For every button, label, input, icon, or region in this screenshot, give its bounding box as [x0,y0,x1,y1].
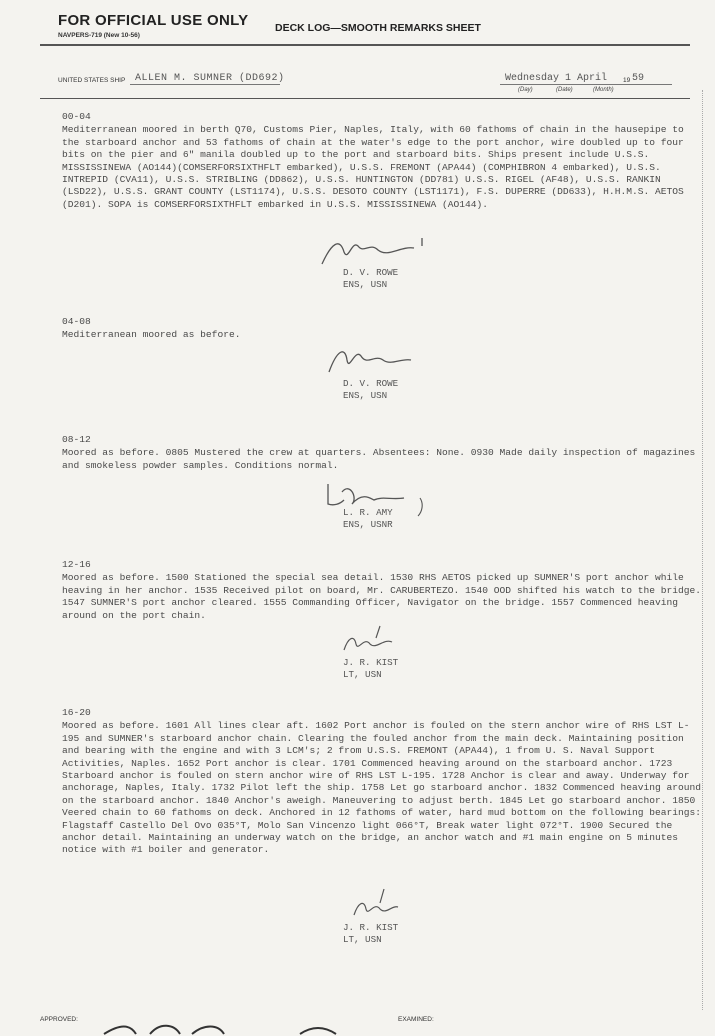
approval-signature [100,1022,360,1036]
year-prefix: 19 [623,77,631,84]
ship-name: ALLEN M. SUMNER (DD692) [135,73,285,84]
watch-remarks: Moored as before. 1500 Stationed the special sea detail. 1530 RHS AETOS picked up SUMNER'S port anchor while heaving in her anchor. 1535 Received pilot on board, Mr. CARUBERTEZO. 1540 OOD shifted his watch to the bridge. 1547 SUMNER'S port anchor cleared. 1555 Commanding Officer, Navigator on the bridge. 1557 Commenced heaving around on the port chain. [62,572,707,621]
day-label: (Day) [518,87,533,93]
log-year: 59 [632,73,645,84]
date-underline [500,84,672,85]
signature-scrawl [338,622,408,656]
approved-label: APPROVED: [40,1016,78,1023]
watch-remarks: Mediterranean moored as before. [62,329,241,341]
watch-time: 12-16 [62,559,91,570]
watch-remarks: Moored as before. 1601 All lines clear aft. 1602 Port anchor is fouled on the stern anchor wire of RHS LST L-195 and SUMNER's starboard anchor chain. Clearing the fouled anchor from the main deck. Maintaining position and bearing with the engine and with 3 LCM's; 2 from U.S.S. FREMONT (APA44), 1 from U. S. Naval Support Activities, Naples. 1652 Port anchor is clear. 1701 Commenced heaving around on the starboard anchor. 1723 Starboard anchor is fouled on stern anchor wire of RHS LST L-195. 1728 Anchor is clear and away. Underway for anchorage, Naples, Italy. 1732 Pilot left the ship. 1758 Let go starboard anchor. 1832 Commenced heaving around on the starboard anchor. 1840 Anchor's aweigh. Maneuvering to adjust berth. 1845 Let go starboard anchor. 1850 Veered chain to 60 fathoms on deck. Anchored in 12 fathoms of water, hard mud bottom on the following bearings: Flagstaff Castello Del Ovo 035°T, Molo San Vincenzo light 066°T, Break water light 072°T. 1900 Secured the anchor detail. Maintaining an underway watch on the bridge, an anchor watch and #1 main engine on 5 minutes notice with #1 boiler and generator. [62,720,707,856]
watch-entry [62,316,702,342]
log-date: Wednesday 1 April [505,73,608,84]
signature-block [343,378,398,401]
signature-block [343,657,398,680]
signature-block [343,922,398,945]
signer-rank: ENS, USN [343,389,388,401]
page-edge [701,90,703,1010]
classification-banner: FOR OFFICIAL USE ONLY [58,12,249,29]
signer-rank: ENS, USN [343,278,388,290]
watch-entry [62,434,702,472]
signer-name: D. V. ROWE [343,267,399,278]
examined-label: EXAMINED: [398,1016,434,1023]
form-number: NAVPERS-719 (New 10-56) [58,32,140,39]
signature-block [343,507,393,530]
signature-block [343,267,398,290]
header-rule [40,44,690,46]
watch-remarks: Moored as before. 0805 Mustered the crew at quarters. Absentees: None. 0930 Made daily inspection of magazines and smokeless powder samples. Conditions normal. [62,447,702,471]
signer-name: D. V. ROWE [343,378,399,389]
signer-rank: ENS, USNR [343,518,393,530]
signature-scrawl [318,232,428,270]
watch-time: 16-20 [62,707,91,718]
date-label: (Date) [556,87,573,93]
watch-entry [62,111,702,211]
watch-entry [62,559,707,622]
watch-time: 08-12 [62,434,91,445]
signer-rank: LT, USN [343,668,382,680]
ship-rule [40,98,690,99]
signer-name: J. R. KIST [343,657,399,668]
watch-time: 04-08 [62,316,91,327]
signer-rank: LT, USN [343,933,382,945]
signature-scrawl [325,342,415,378]
month-label: (Month) [593,87,614,93]
watch-remarks: Mediterranean moored in berth Q70, Customs Pier, Naples, Italy, with 60 fathoms of chain in the hausepipe to the starboard anchor and 53 fathoms of chain at the water's edge to the port anchor, wire doubled up to four bits on the pier and 6" manila doubled up to the port and starboard bits. Ships present include U.S.S. MISSISSINEWA (AO144)(COMSERFORSIXTHFLT embarked), U.S.S. FREMONT (APA44) (COMPHIBRON 4 embarked), U.S.S. INTREPID (CVA11), U.S.S. STRIBLING (DD862), U.S.S. HUNTINGTON (DD781) U.S.S. RIGEL (AF48), U.S.S. RANKIN (LSD22), U.S.S. GRANT COUNTY (LST1174), U.S.S. DESOTO COUNTY (LST1171), F.S. DUPERRE (DD633), H.H.M.S. AETOS (D201). SOPA is COMSERFORSIXTHFLT embarked in U.S.S. MISSISSINEWA (AO144). [62,124,690,210]
signer-name: L. R. AMY [343,507,393,518]
sheet-title: DECK LOG—SMOOTH REMARKS SHEET [275,22,481,34]
watch-time: 00-04 [62,111,91,122]
signature-scrawl [348,885,408,921]
ship-label: UNITED STATES SHIP [58,77,126,84]
signer-name: J. R. KIST [343,922,399,933]
ship-underline [130,84,280,85]
watch-entry [62,707,707,857]
